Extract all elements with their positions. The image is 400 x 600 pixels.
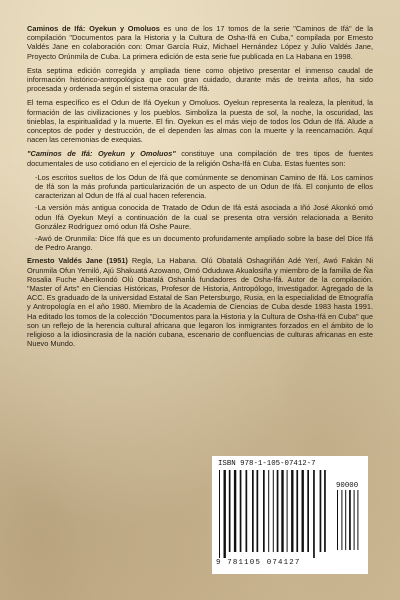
barcode-bar: [354, 490, 355, 550]
barcode-bar: [302, 470, 304, 552]
author-bio: [27, 256, 373, 348]
edition-paragraph: Esta septima edición corregida y ampliada tiene como objetivo presentar el inmenso caudal de información histórico-antropológica que con gran cuidado, durante más de treinta años, ha sido procesada y ordenada según el sistema oracular de Ifá.: [27, 65, 373, 94]
intro-text: es uno de los 17 tomos de la serie "Caminos de Ifá" de la compilación "Documentos para la Historia y la Cultura de Osha-Ifá en Cuba," compilada por Ernesto Valdés Jane en colaboración con: Omar García Ruiz, Michael Hernández López y Julio Valdés Jane, Proyecto Orúnmila de Cuba. La primera edición de esta serie fue publicada en La Habana en 1998.: [27, 24, 374, 61]
barcode-bar: [291, 470, 293, 552]
barcode-bar: [252, 470, 254, 552]
barcode-bar: [219, 470, 220, 558]
intro-paragraph: [27, 24, 373, 61]
barcode-bar: [224, 470, 226, 558]
barcode-bar: [313, 470, 315, 558]
barcode-bar: [257, 470, 259, 552]
barcode-bar: [349, 490, 351, 550]
barcode-bar: [277, 470, 279, 552]
sources-list: [27, 173, 373, 253]
barcode-digits: 9 781105 074127: [216, 559, 301, 567]
barcode-bar: [296, 470, 298, 552]
barcode-bar: [240, 470, 242, 552]
theme-paragraph: El tema específico es el Odun de Ifá Oyekun y Omoluos. Oyekun representa la realeza, la plenitud, la formación de las civilizaciones y los pueblos. Simboliza la puesta de sol, la noche, la oscuridad, las tinieblas, la espiritualidad y la muerte. El fin. Oyekun es el más viejo de todos los Odun de Ifá. Alude a conceptos de poder y destrucción, de el dependen las almas con la muerte y la reencarnación. Aquí nacen las ceremonias de exequias.: [27, 98, 373, 145]
source-item: -Los escritos sueltos de los Odun de Ifá que comúnmente se denominan Camino de Ifá. Los caminos de Ifá son la más profunda particularización de un aspecto de un Odun de Ifá. El conjunto de ellos caracterizan al Odun de Ifá al cual hacen referencia.: [35, 172, 373, 201]
barcode-bar: [263, 470, 265, 552]
back-cover-text: [27, 24, 373, 354]
barcode-bar: [337, 490, 338, 550]
ean-barcode: [218, 470, 332, 558]
source-item: -La versión más antigua conocida de Tratado de Odun de Ifá está asociada a Iñó José Akonkó omó odun Ifá Oyekun Meyí a continuación de la cual se presenta otra versión relacionada a Benito González Rodríguez omó odun Ifá Oshe Paure.: [35, 203, 373, 231]
barcode-bar: [287, 470, 288, 552]
barcode-bar: [341, 490, 342, 550]
barcode-bar: [307, 470, 309, 552]
compilation-paragraph: [27, 149, 373, 167]
source-item: -Awó de Orunmila: Dice Ifá que es un documento profundamente ampliado sobre la base del Dice Ifá de Pedro Arango.: [35, 234, 373, 253]
barcode-bar: [246, 470, 248, 552]
addon-barcode: [336, 490, 362, 556]
isbn-text: ISBN 978-1-105-07412-7: [218, 460, 316, 468]
barcode-bar: [281, 470, 283, 552]
barcode-bar: [320, 470, 322, 552]
barcode-bar: [357, 490, 358, 550]
barcode-bar: [324, 470, 326, 552]
barcode-bar: [234, 470, 236, 552]
barcode-bar: [268, 470, 269, 552]
author-bio-text: Regla, La Habana. Olú Obatalá Oshagriñán Adé Yerí, Awó Fakán Ni Orunmila Ofun Yemiló, Ajú Shakuatá Azowano, Omó Oduduwa Akualosiña y miembro de la familia de Ña Rosalia Fuche Aberikondó Olú Obatalá Oshanlá fundadores de Osha-Ifá. Autor de la compilación. "Master of Arts" en Ciencias Históricas, Profesor de Historia, Antropólogo, Investigador. Agregado de la ACC. Es graduado de la universidad Estatal de San Petersburgo, Rusia, en la especialidad de Etnografía y Antropología en el año 1980. Miembro de la Academia de Ciencias de Cuba desde 1983 hasta 1991. Ha editado los tomos de la colección "Documentos para la Historia y la Cultura de Osha-Ifá en Cuba" que son un reflejo de la herencia cultural africana que legaron los inmigrantes forzados en el ámbito de lo religioso a la idiosincrasia de la nación cubana, escenario de confluencias de culturas africanas en este Nuevo Mundo.: [27, 256, 373, 349]
compilation-title: "Caminos de Ifá: Oyekun y Omoluos": [27, 149, 176, 159]
compilation-text: constituye una compilación de tres tipos de fuentes documentales de uso cotidiano en el ejercicio de la religión Osha-Ifá en Cuba. Estas fuentes son:: [27, 149, 373, 168]
price-code: 90000: [336, 482, 359, 490]
barcode-bar: [345, 490, 346, 550]
barcode-bar: [273, 470, 274, 552]
isbn-barcode: [212, 456, 368, 574]
author-name: Ernesto Valdés Jane (1951): [27, 256, 128, 266]
barcode-bar: [229, 470, 231, 552]
book-title: Caminos de Ifá: Oyekun y Omoluos: [27, 24, 160, 33]
